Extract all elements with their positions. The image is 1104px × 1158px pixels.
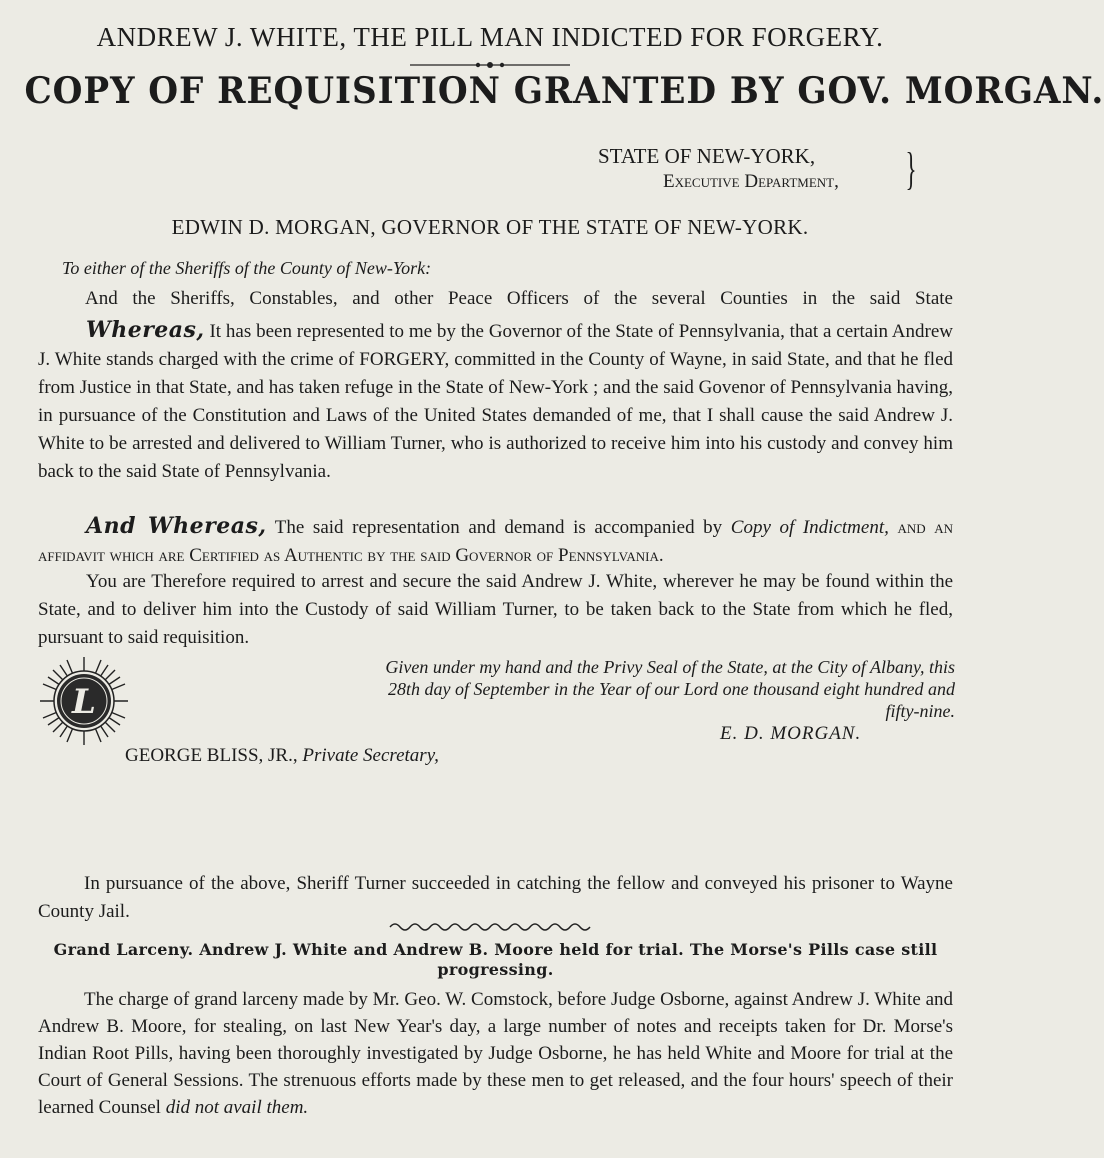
and-whereas-lead: And Whereas, [86,513,267,539]
paragraph-pursuance: In pursuance of the above, Sheriff Turner succeeded in catching the fellow and conveyed his prisoner to Wayne County Jail. [38,873,953,922]
whereas-text: It has been represented to me by the Governor of the State of Pennsylvania, that a certain Andrew J. White stands charged with the crime of FORGERY, committed in the County of Wayne, in said State, and that he fled from Justice in that State, and has taken refuge in the State of New-York ; and the said Govenor of Pennsylvania having, in pursuance of the Constitution and Laws of the United States demanded of me, that I shall cause the said Andrew J. White to be arrested and delivered to William Turner, who is authorized to receive him into his custody and convey him back to the said State of Pennsylvania. [38,321,954,482]
state-line: STATE OF NEW-YORK, [598,144,816,168]
paragraph-grand-larceny [38,986,953,1121]
title-ornament-rule [410,60,570,70]
address-line: To either of the Sheriffs of the County of New-York: [62,258,432,278]
sheriffs-line: And the Sheriffs, Constables, and other Peace Officers of the several Counties in the said State [85,288,953,309]
signature: E. D. MORGAN. [720,723,862,744]
governor-line: EDWIN D. MORGAN, GOVERNOR OF THE STATE OF NEW-YORK. [171,215,809,239]
paragraph-therefore: You are Therefore required to arrest and secure the said Andrew J. White, wherever he may be found within the State, and to deliver him into the Custody of said William Turner, to be taken back to the State from which he fled, pursuant to said requisition. [38,571,953,648]
seal-monogram: L [72,682,96,722]
paragraph-whereas [38,316,953,486]
and-whereas-text-c: and an affidavit which are Certified as Authentic by the said Governor of Pennsylvania. [38,517,953,566]
copy-of-indictment: Copy of Indictment, [730,517,889,538]
section-heading: Grand Larceny. Andrew J. White and Andrew B. Moore held for trial. The Morse's Pills case still progressing. [53,940,938,979]
brace-mark: } [905,143,917,194]
wavy-divider [390,920,590,934]
page-subtitle: COPY OF REQUISITION GRANTED BY GOV. MORGAN. [24,70,1104,112]
page-title: ANDREW J. WHITE, THE PILL MAN INDICTED FOR FORGERY. [96,22,884,52]
whereas-lead: Whereas, [86,317,205,343]
paragraph-and-whereas [38,512,953,570]
given-under-hand: Given under my hand and the Privy Seal of the State, at the City of Albany, this 28th day of September in the Year of our Lord one thousand eight hundred and fifty-nine. [385,657,955,721]
secretary-name: GEORGE BLISS, JR., [125,745,298,766]
executive-department-line: Executive Department, [663,171,839,192]
secretary-line [125,745,439,767]
and-whereas-text-a: The said representation and demand is accompanied by [274,517,723,538]
grand-larceny-text: The charge of grand larceny made by Mr. Geo. W. Comstock, before Judge Osborne, against Andrew J. White and Andrew B. Moore, for stealing, on last New Year's day, a large number of notes and receipts taken for Dr. Morse's Indian Root Pills, having been thoroughly investigated by Judge Osborne, he has held White and Moore for trial at the Court of General Sessions. The strenuous efforts made by these men to get released, and the four hours' speech of their learned Counsel [38,989,953,1118]
grand-larceny-end: did not avail them. [165,1097,309,1118]
secretary-title: Private Secretary, [302,745,439,766]
privy-seal-icon [38,655,130,747]
